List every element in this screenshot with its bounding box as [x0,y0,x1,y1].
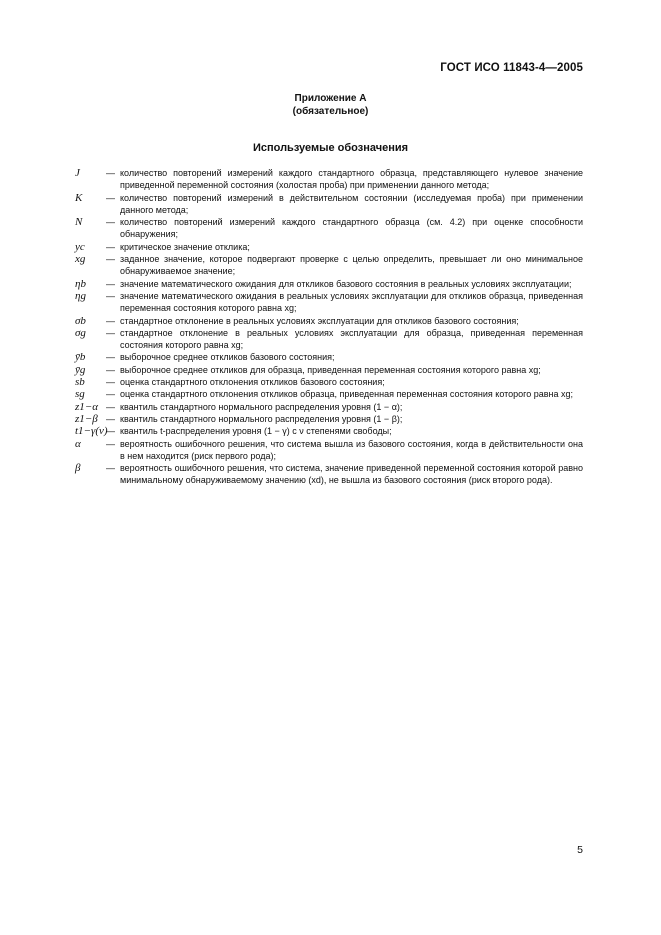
definition-dash: — [106,377,115,388]
definition-text: оценка стандартного отклонения откликов образца, приведенная переменная состояния которого равна xg; [120,389,574,400]
document-code: ГОСТ ИСО 11843-4—2005 [440,62,583,74]
definition-text: критическое значение отклика; [120,241,250,252]
definition-item [75,216,583,241]
definition-symbol: σg [75,326,86,339]
definition-dash: — [106,217,115,228]
definition-dash: — [106,438,115,449]
annex-title: Приложение А [294,93,367,104]
definition-text: квантиль стандартного нормального распределения уровня (1 − α); [120,401,403,412]
definition-text: стандартное отклонение в реальных условиях эксплуатации для откликов базового состояния; [120,315,519,326]
definition-text: количество повторений измерений каждого стандартного образца, представляющего нулевое значение приведенной переменной состояния (холостая проба) при применении данного метода; [120,168,583,191]
definition-item [75,413,583,425]
definition-symbol: β [75,462,81,475]
definition-symbol: ηg [75,289,86,302]
definition-item [75,462,583,487]
definition-text: стандартное отклонение в реальных условиях эксплуатации для образца, приведенная переменная состояния которого равна xg; [120,327,583,351]
definition-dash: — [106,389,115,400]
definition-dash: — [106,364,115,375]
definition-dash: — [106,463,115,474]
definition-symbol: ȳg [75,363,86,376]
definition-text: оценка стандартного отклонения откликов базового состояния; [120,377,385,388]
definition-symbol: sg [75,388,85,401]
definition-item [75,290,583,315]
definition-dash: — [106,327,115,338]
page-number: 5 [577,844,583,856]
definition-item [75,388,583,400]
definition-dash: — [106,192,115,203]
definition-symbol: ȳb [75,351,86,364]
definition-symbol: z1−α [75,400,98,413]
definition-symbol: z1−β [75,412,98,425]
definition-text: заданное значение, которое подвергают проверке с целью определить, превышает ли оно минимальное обнаруживаемое значение; [120,254,583,277]
definition-dash: — [106,278,115,289]
definition-symbol: α [75,437,81,450]
definition-item [75,438,583,463]
definition-symbol: t1−γ(ν) [75,425,108,438]
definition-dash: — [106,426,115,437]
definition-item [75,425,583,437]
definition-text: выборочное среднее откликов базового состояния; [120,352,335,363]
definition-symbol: xg [75,253,86,266]
definition-item [75,351,583,363]
definition-item [75,327,583,352]
definition-text: значение математического ожидания для откликов базового состояния в реальных условиях эксплуатации; [120,278,572,289]
definition-item [75,278,583,290]
definition-text: выборочное среднее откликов для образца, приведенная переменная состояния которого равна xg; [120,364,541,375]
definition-text: вероятность ошибочного решения, что система, значение приведенной переменной состояния которой равно минимальному обнаруживаемому значению (xd), не вышла из базового состояния (риск второго рода). [120,463,583,486]
definition-item [75,167,583,192]
annex-heading [0,92,661,118]
definition-dash: — [106,413,115,424]
definitions-list [75,167,583,487]
definition-dash: — [106,290,115,301]
definition-text: количество повторений измерений каждого стандартного образца (см. 4.2) при оценке способности обнаружения; [120,217,583,240]
definition-item [75,376,583,388]
definition-symbol: J [75,167,80,179]
definition-text: количество повторений измерений в действительном состоянии (исследуемая проба) при применении данного метода; [120,192,583,215]
definition-symbol: K [75,191,83,204]
definition-text: вероятность ошибочного решения, что система вышла из базового состояния, когда в действительности она в нем находится (риск первого рода); [120,438,583,461]
definition-dash: — [106,241,115,252]
definition-item [75,364,583,376]
definition-symbol: σb [75,314,86,327]
definition-symbol: yc [75,240,85,253]
annex-status: (обязательное) [292,106,369,117]
definition-item [75,192,583,217]
definition-dash: — [106,352,115,363]
definition-dash: — [106,168,115,178]
definition-item [75,253,583,278]
definition-dash: — [106,315,115,326]
definition-symbol: N [75,216,83,229]
definition-text: квантиль стандартного нормального распределения уровня (1 − β); [120,413,403,424]
definition-text: квантиль t-распределения уровня (1 − γ) с ν степенями свободы; [120,426,392,437]
definition-dash: — [106,401,115,412]
section-title: Используемые обозначения [252,142,409,154]
definition-text: значение математического ожидания в реальных условиях эксплуатации для откликов образца, приведенная переменная состояния которого равна xg; [120,290,583,314]
definition-item [75,241,583,253]
definition-item [75,315,583,327]
definition-item [75,401,583,413]
definition-symbol: sb [75,376,85,389]
definition-dash: — [106,254,115,265]
definition-symbol: ηb [75,277,86,290]
